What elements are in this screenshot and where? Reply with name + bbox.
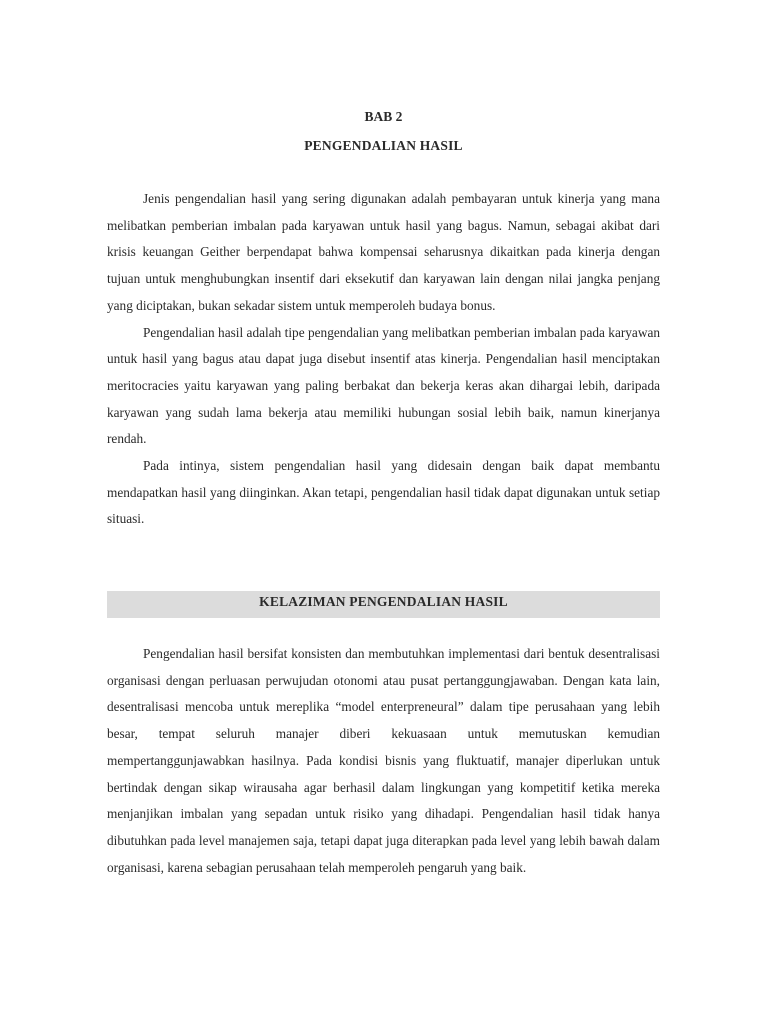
section-text [107,641,660,881]
section-paragraph-1: Pengendalian hasil bersifat konsisten dan membutuhkan implementasi dari bentuk desentralisasi organisasi dengan perluasan perwujudan otonomi atau pusat pertanggungjawaban. Dengan kata lain, desentralisasi mencoba untuk mereplika “model enterpreneural” dalam tipe perusahaan yang lebih besar, tempat seluruh manajer diberi kekuasaan untuk memutuskan kemudian mempertanggunjawabkan hasilnya. Pada kondisi bisnis yang fluktuatif, manajer diperlukan untuk bertindak dengan sikap wirausaha agar berhasil dalam lingkungan yang kompetitif ketika mereka menjanjikan imbalan yang sepadan untuk risiko yang dihadapi. Pengendalian hasil tidak hanya dibutuhkan pada level manajemen saja, tetapi dapat juga diterapkan pada level yang lebih bawah dalam organisasi, karena sebagian perusahaan telah memperoleh pengaruh yang baik. [107,646,660,875]
intro-text [107,186,660,533]
chapter-number: BAB 2 [364,109,403,124]
intro-paragraph-3: Pada intinya, sistem pengendalian hasil yang didesain dengan baik dapat membantu mendapatkan hasil yang diinginkan. Akan tetapi, pengendalian hasil tidak dapat digunakan untuk setiap situasi. [107,458,660,527]
intro-paragraph-2: Pengendalian hasil adalah tipe pengendalian yang melibatkan pemberian imbalan pada karyawan untuk hasil yang bagus atau dapat juga disebut insentif atas kinerja. Pengendalian hasil menciptakan meritocracies yaitu karyawan yang paling berbakat dan bekerja keras akan dihargai lebih, daripada karyawan yang sudah lama bekerja atau memiliki hubungan sosial lebih baik, namun kinerjanya rendah. [107,324,660,447]
intro-paragraph-1: Jenis pengendalian hasil yang sering digunakan adalah pembayaran untuk kinerja yang mana melibatkan pemberian imbalan pada karyawan untuk hasil yang bagus. Namun, sebagai akibat dari krisis keuangan Geither berpendapat bahwa kompensai seharusnya dikaitkan pada kinerja dengan tujuan untuk menghubungkan insentif dari eksekutif dan karyawan lain dengan nilai jangka penjang yang diciptakan, bukan sekadar sistem untuk memperoleh budaya bonus. [107,191,660,313]
section-heading: KELAZIMAN PENGENDALIAN HASIL [107,591,660,618]
chapter-title: PENGENDALIAN HASIL [304,138,463,153]
